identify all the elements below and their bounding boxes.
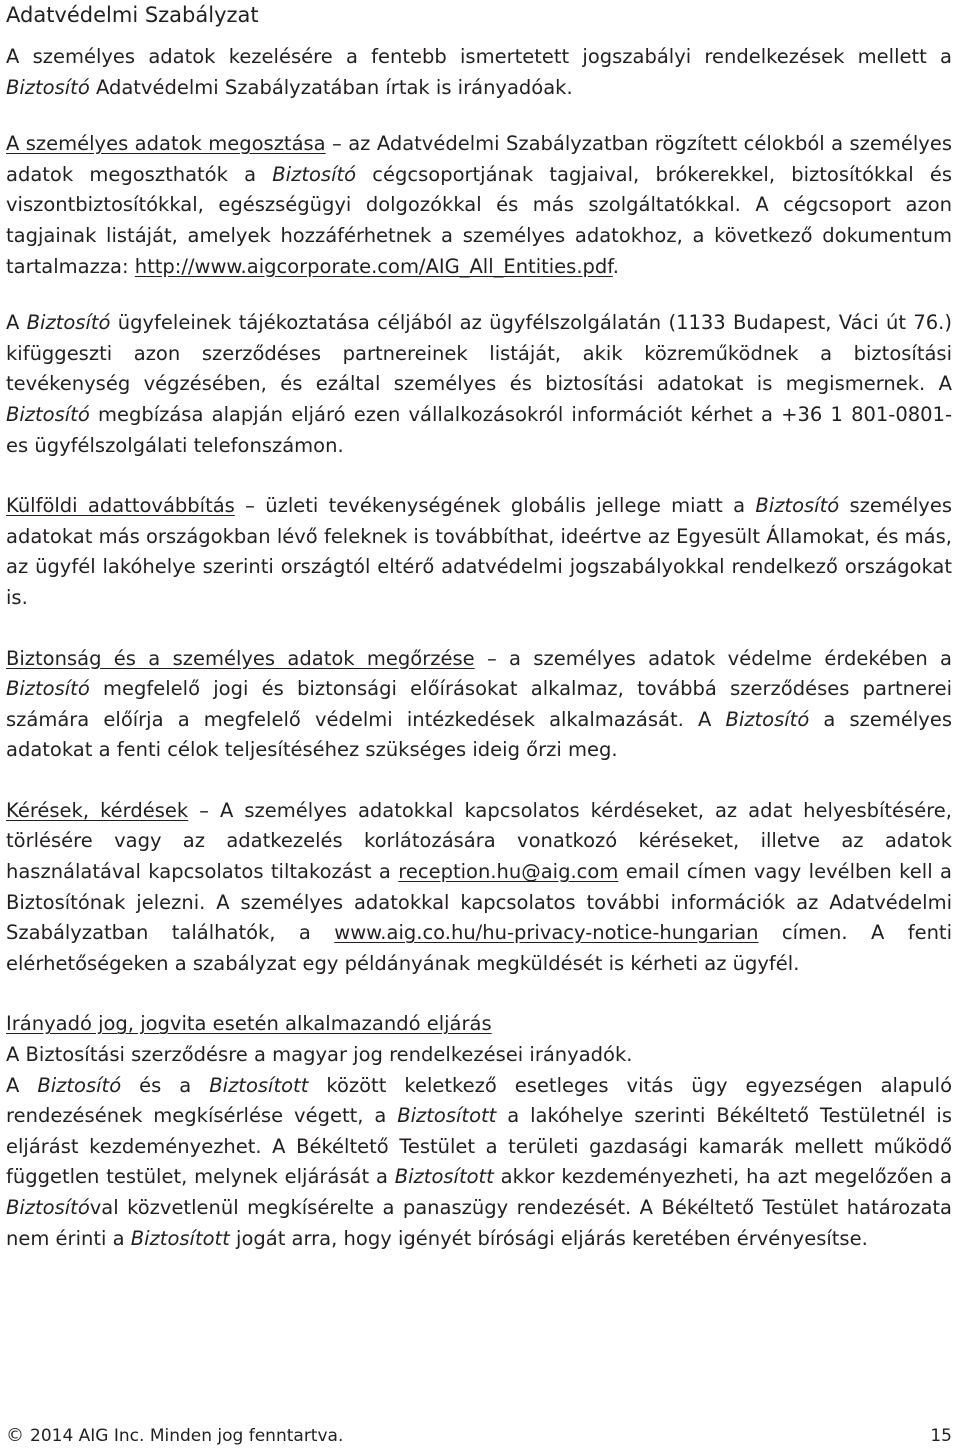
privacy-notice-link[interactable]: www.aig.co.hu/hu-privacy-notice-hungarian — [334, 921, 759, 945]
section-heading-data-sharing: A személyes adatok megosztása — [6, 132, 326, 156]
insurer-term: Biztosító — [6, 677, 90, 701]
insurer-term: Biztosító — [37, 1073, 122, 1097]
paragraph-data-sharing — [6, 129, 952, 282]
insurer-term: Biztosító — [6, 1196, 90, 1219]
insured-term: Biztosított — [397, 1104, 497, 1128]
insurer-term: Biztosító — [26, 311, 111, 335]
text: címen. A fenti elérhetőségeken a szabályzat egy példányának megküldését is kérheti az ügyfél. — [6, 921, 952, 975]
text: . — [612, 254, 619, 278]
paragraph-dispute — [6, 1071, 952, 1255]
document-page — [6, 0, 952, 1254]
text: – a személyes adatok védelme érdekében a — [474, 646, 952, 670]
section-heading-governing-law: Irányadó jog, jogvita esetén alkalmazandó eljárás — [6, 1012, 492, 1036]
text: és a — [121, 1073, 210, 1097]
section-governing-law — [6, 1009, 952, 1254]
text: – üzleti tevékenységének globális jellege miatt a — [234, 494, 756, 518]
copyright-icon: © — [6, 1425, 24, 1446]
text: jogát arra, hogy igényét bírósági eljárás keretében érvényesítse. — [229, 1226, 868, 1250]
text: akkor kezdeményezheti, ha azt megelőzően a — [493, 1165, 952, 1189]
text: Adatvédelmi Szabályzatában írtak is irányadóak. — [89, 75, 573, 99]
section-heading-foreign-transfer: Külföldi adattovábbítás — [6, 494, 235, 518]
text: A — [6, 1073, 38, 1097]
insurer-term: Biztosító — [725, 707, 810, 731]
page-footer — [6, 1424, 952, 1448]
text: a személyes adatokat a fenti célok teljesítéséhez szükséges ideig őrzi meg. — [6, 707, 952, 762]
insurer-term: Biztosító — [6, 75, 90, 99]
text: – A személyes adatokkal kapcsolatos kérdéseket, az adat helyesbítésére, törlésére vagy az adatkezelés korlátozására vonatkozó kéréseket, illetve az adatok használatával kapcsolatos tiltakozást a — [6, 798, 952, 884]
text: A személyes adatok kezelésére a fentebb ismertetett jogszabályi rendelkezések mellett a — [6, 45, 952, 68]
text: val közvetlenül megkísérelte a panaszügy rendezését. A Békéltető Testület határozata nem érinti a — [6, 1196, 952, 1250]
text: személyes adatokat más országokban lévő feleknek is továbbíthat, ideértve az Egyesült Államokat, és más, az ügyfél lakóhelye szerinti országtól eltérő adatvédelmi jogszabályokkal rendelkező országokat is. — [6, 494, 952, 609]
text: email címen vagy levélben kell a Biztosítónak jelezni. A személyes adatokkal kapcsolatos további információk az Adatvédelmi Szabályzatban találhatók, a — [6, 860, 952, 945]
text: megfelelő jogi és biztonsági előírásokat alkalmaz, továbbá szerződéses partnerei számára előírja a megfelelő védelmi intézkedések alkalmazását. A — [6, 677, 952, 731]
section-heading-requests: Kérések, kérdések — [6, 798, 189, 822]
text: a lakóhelye szerinti Békéltető Testületnél is eljárást kezdeményezhet. A Békéltető Testület a területi gazdasági kamarák mellett működő független testület, melynek eljárását a — [6, 1104, 953, 1189]
aig-entities-link[interactable]: http://www.aigcorporate.com/AIG_All_Entities.pdf — [134, 254, 613, 278]
paragraph-security-retention — [6, 644, 952, 766]
email-link[interactable]: reception.hu@aig.com — [398, 860, 619, 884]
insurer-term: Biztosító — [755, 494, 840, 518]
insurer-term: Biztosító — [272, 162, 357, 186]
insured-term: Biztosított — [130, 1226, 230, 1250]
text: cégcsoportjának tagjaival, brókerekkel, biztosítókkal és viszontbiztosítókkal, egészségügyi dolgozókkal és más szolgáltatókkal. A cégcsoport azon tagjainak listáját, amelyek hozzáférhetnek a személyes adatokhoz, a következő dokumentum tartalmazza: — [6, 162, 952, 278]
text: A — [6, 311, 27, 335]
copyright-notice — [6, 1424, 343, 1448]
text: között keletkező esetleges vitás ügy egyezségen alapuló rendezésének megkísérlése végett, a — [6, 1073, 953, 1128]
page-number: 15 — [930, 1426, 952, 1446]
insurer-term: Biztosító — [6, 402, 90, 426]
text: ügyfeleinek tájékoztatása céljából az ügyfélszolgálatán (1133 Budapest, Váci út 76.) kifüggeszti azon szerződéses partnereinek listáját, akik közreműködnek a biztosítási tevékenység végzésében, és ezáltal személyes és biztosítási adatokat is megismernek. A — [6, 311, 952, 396]
document-title: Adatvédelmi Szabályzat — [6, 3, 259, 27]
text: – az Adatvédelmi Szabályzatban rögzített célokból a személyes adatok megoszthatók a — [6, 132, 952, 186]
section-heading-security: Biztonság és a személyes adatok megőrzése — [6, 646, 475, 670]
governing-law-line: A Biztosítási szerződésre a magyar jog rendelkezései irányadók. — [6, 1043, 633, 1067]
insured-term: Biztosított — [209, 1073, 309, 1097]
paragraph-foreign-transfer — [6, 491, 952, 613]
text: megbízása alapján eljáró ezen vállalkozásokról információt kérhet a +36 1 801-0801-es ügyfélszolgálati telefonszámon. — [6, 402, 952, 457]
insured-term: Biztosított — [394, 1165, 494, 1189]
copyright-text: 2014 AIG Inc. Minden jog fenntartva. — [30, 1426, 344, 1446]
paragraph-requests — [6, 796, 952, 980]
paragraph-customer-service — [6, 308, 952, 461]
paragraph-privacy-policy — [6, 42, 952, 103]
